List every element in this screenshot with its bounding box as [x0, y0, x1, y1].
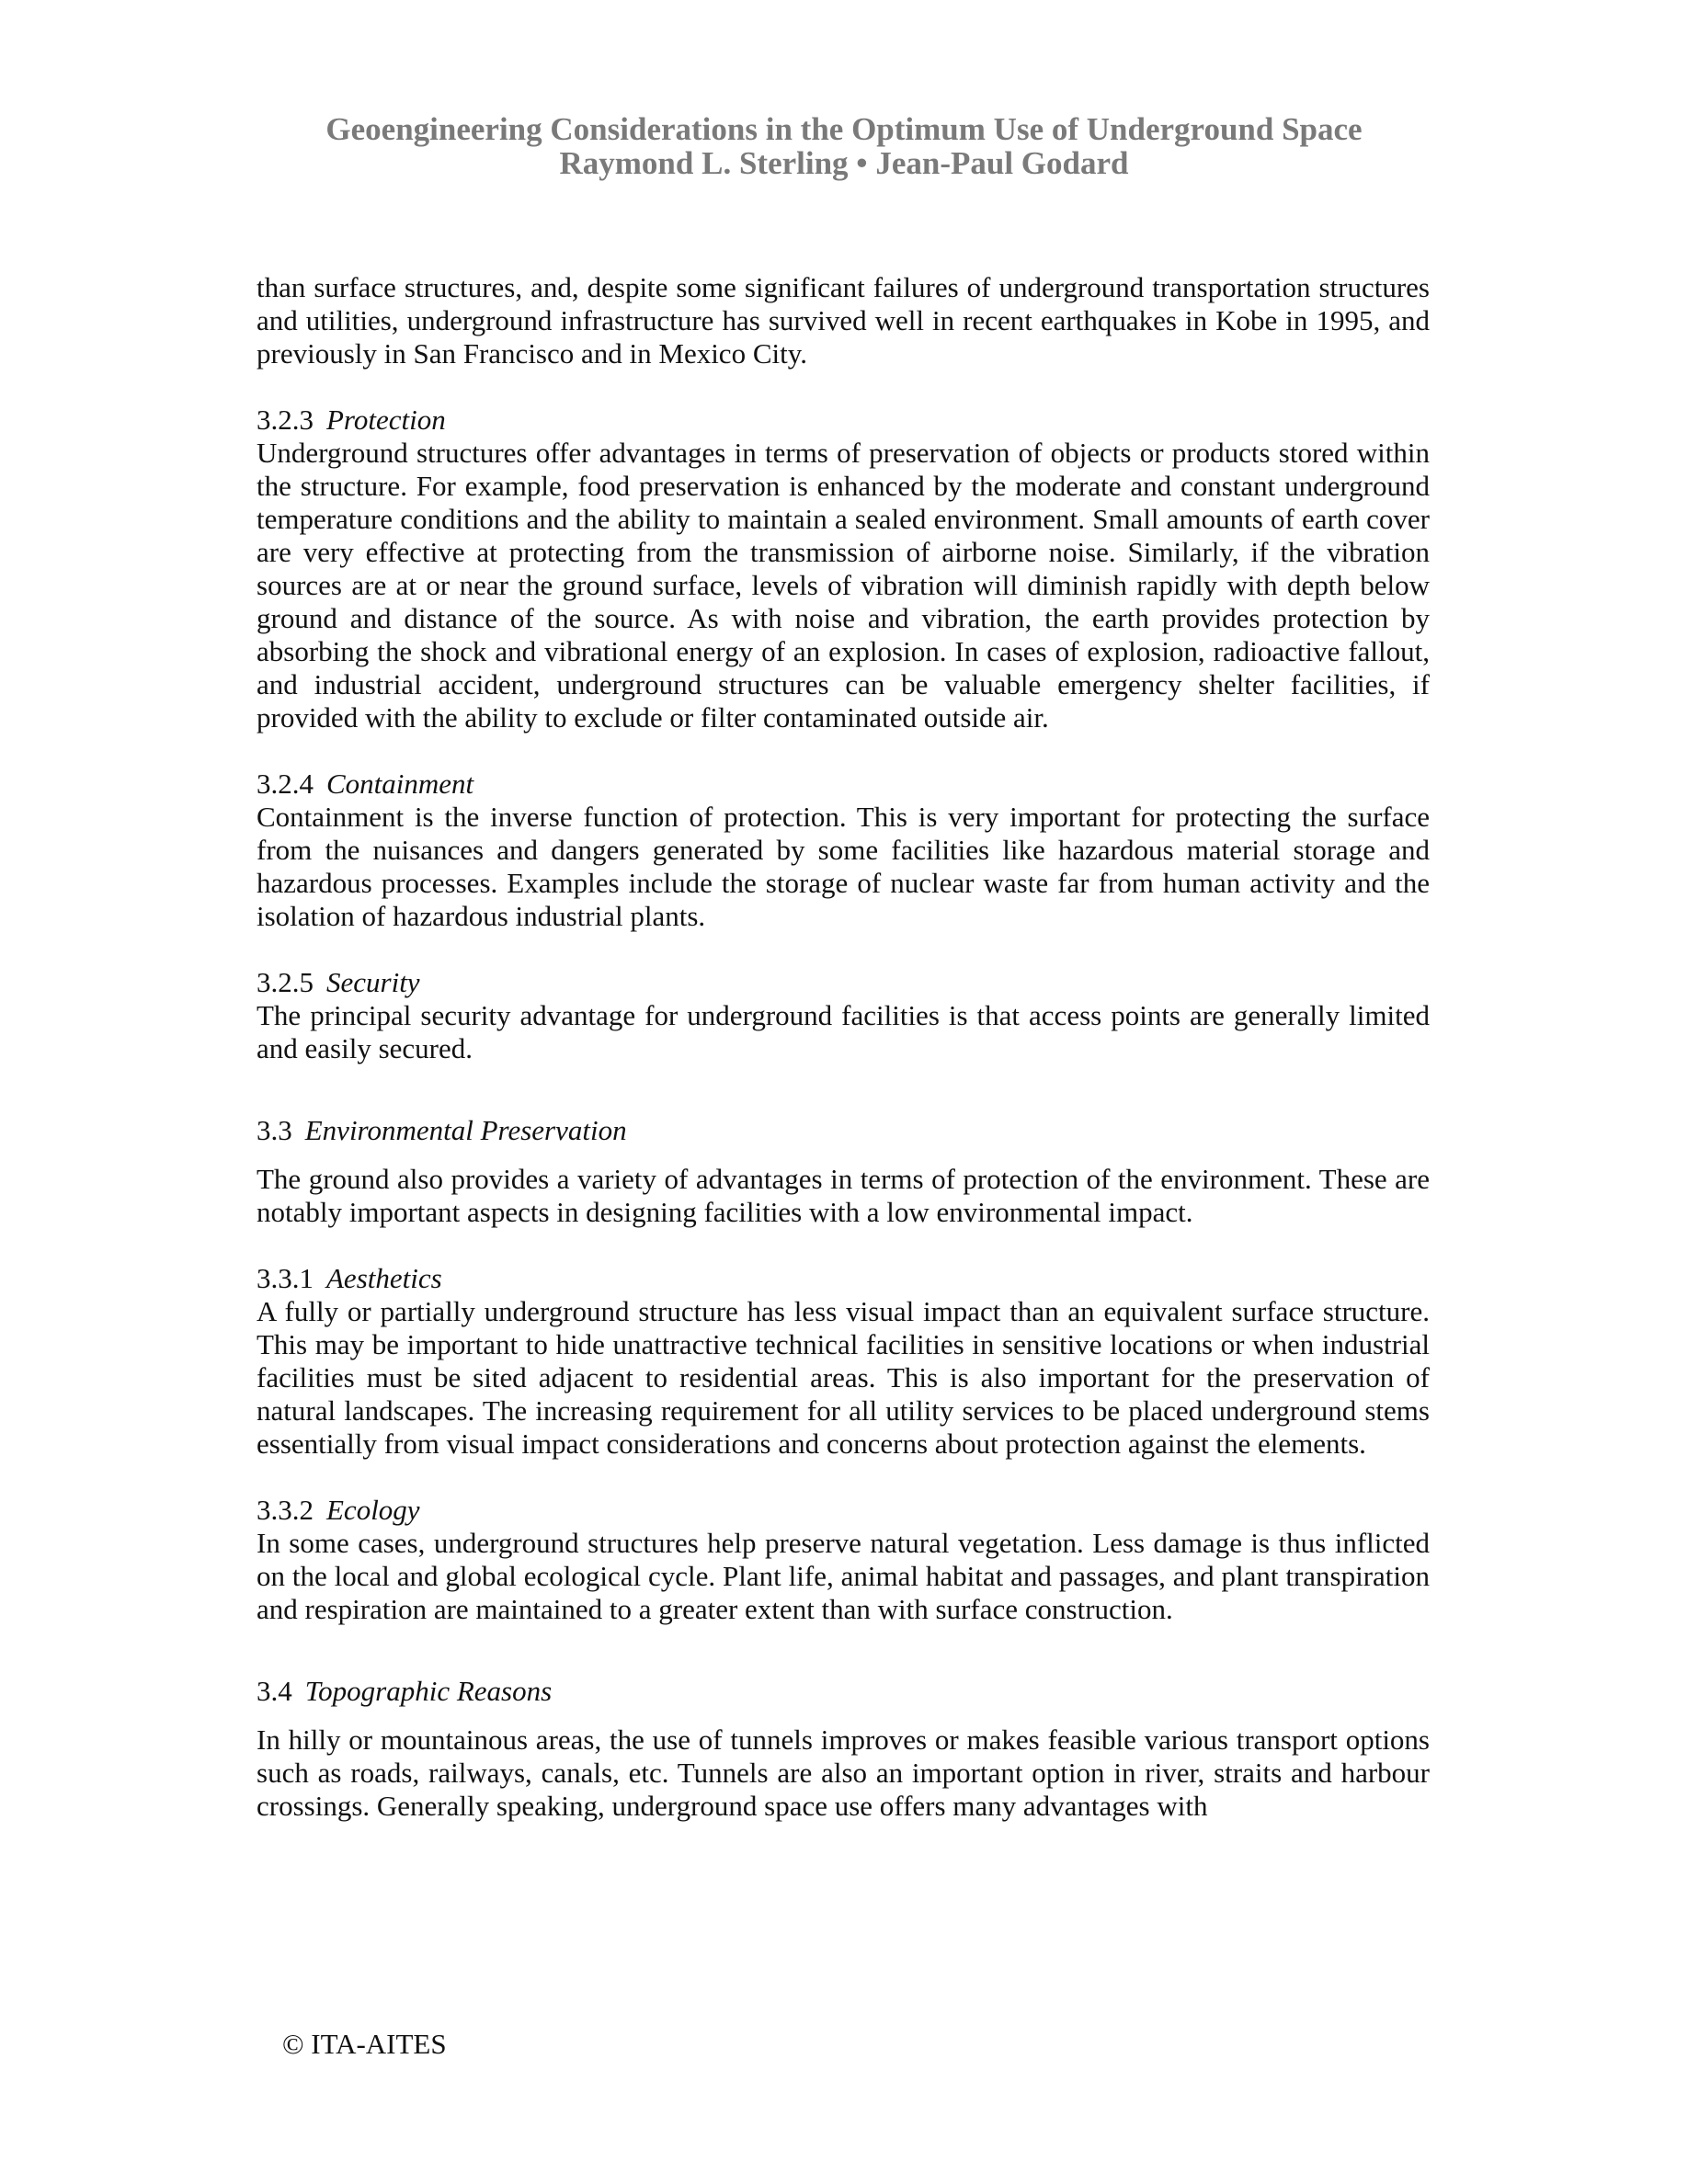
section-title: Topographic Reasons	[304, 1675, 553, 1707]
document-authors: Raymond L. Sterling • Jean-Paul Godard	[559, 145, 1129, 181]
section-number: 3.2.4	[257, 768, 314, 800]
section-heading-3-4	[257, 1675, 1430, 1708]
section-body-3-3: The ground also provides a variety of advantages in terms of protection of the environment. These are notably important aspects in designing facilities with a low environmental impact.	[257, 1163, 1430, 1228]
intro-paragraph: than surface structures, and, despite some significant failures of underground transportation structures and utilities, underground infrastructure has survived well in recent earthquakes in Kobe in 1995, and previously in San Francisco and in Mexico City.	[257, 271, 1430, 370]
section-body-3-2-5: The principal security advantage for underground facilities is that access points are generally limited and easily secured.	[257, 999, 1430, 1064]
section-body-3-2-4: Containment is the inverse function of protection. This is very important for protecting the surface from the nuisances and dangers generated by some facilities like hazardous material storage and hazardous processes. Examples include the storage of nuclear waste far from human activity and the isolation of hazardous industrial plants.	[257, 801, 1430, 932]
section-title: Containment	[326, 768, 474, 800]
section-number: 3.3	[257, 1114, 292, 1146]
section-number: 3.3.1	[257, 1262, 314, 1294]
section-title: Ecology	[326, 1494, 420, 1526]
section-title: Environmental Preservation	[304, 1114, 627, 1146]
section-number: 3.4	[257, 1675, 292, 1707]
section-heading-3-2-5	[257, 966, 1430, 999]
section-title: Aesthetics	[326, 1262, 442, 1294]
section-heading-3-3	[257, 1114, 1430, 1147]
section-title: Security	[326, 966, 420, 998]
section-body-3-2-3: Underground structures offer advantages in terms of preservation of objects or products stored within the structure. For example, food preservation is enhanced by the moderate and constant underground temperature conditions and the ability to maintain a sealed environment. Small amounts of earth cover are very effective at protecting from the transmission of airborne noise. Similarly, if the vibration sources are at or near the ground surface, levels of vibration will diminish rapidly with depth below ground and distance of the source. As with noise and vibration, the earth provides protection by absorbing the shock and vibrational energy of an explosion. In cases of explosion, radioactive fallout, and industrial accident, underground structures can be valuable emergency shelter facilities, if provided with the ability to exclude or filter contaminated outside air.	[257, 437, 1430, 734]
section-number: 3.3.2	[257, 1494, 314, 1526]
document-title: Geoengineering Considerations in the Optimum Use of Underground Space	[325, 111, 1363, 147]
copyright-footer: © ITA-AITES	[282, 2028, 447, 2060]
section-title: Protection	[326, 404, 446, 436]
section-number: 3.2.5	[257, 966, 314, 998]
page-header	[0, 112, 1688, 180]
section-body-3-3-1: A fully or partially underground structure has less visual impact than an equivalent surface structure. This may be important to hide unattractive technical facilities in sensitive locations or when industrial facilities must be sited adjacent to residential areas. This is also important for the preservation of natural landscapes. The increasing requirement for all utility services to be placed underground stems essentially from visual impact considerations and concerns about protection against the elements.	[257, 1295, 1430, 1460]
section-heading-3-3-2	[257, 1494, 1430, 1527]
section-body-3-3-2: In some cases, underground structures help preserve natural vegetation. Less damage is thus inflicted on the local and global ecological cycle. Plant life, animal habitat and passages, and plant transpiration and respiration are maintained to a greater extent than with surface construction.	[257, 1527, 1430, 1625]
section-heading-3-3-1	[257, 1262, 1430, 1295]
section-heading-3-2-3	[257, 404, 1430, 437]
document-body	[257, 271, 1430, 1823]
section-heading-3-2-4	[257, 768, 1430, 801]
section-number: 3.2.3	[257, 404, 314, 436]
section-body-3-4: In hilly or mountainous areas, the use of tunnels improves or makes feasible various transport options such as roads, railways, canals, etc. Tunnels are also an important option in river, straits and harbour crossings. Generally speaking, underground space use offers many advantages with	[257, 1723, 1430, 1822]
